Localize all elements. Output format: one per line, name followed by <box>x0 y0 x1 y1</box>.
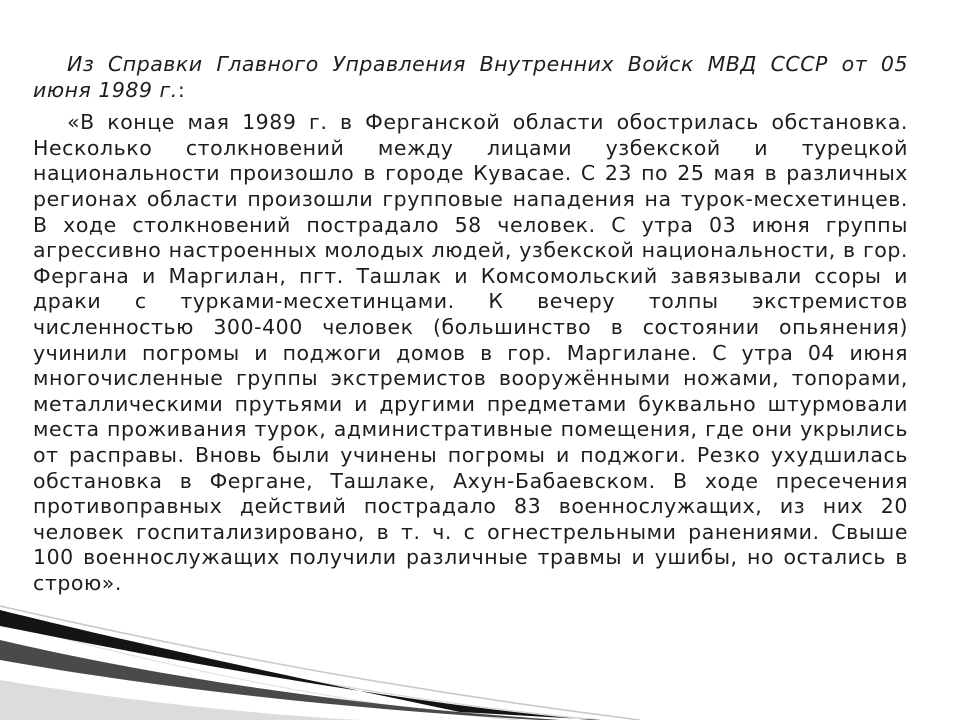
quote-paragraph: «В конце мая 1989 г. в Ферганской области обострилась обстановка. Несколько столкновений между лицами узбекской и турецкой национальности произошло в городе Кувасае. С 23 по 25 мая в различных регионах области произошли групповые нападения на турок-месхетинцев. В ходе столкновений пострадало 58 человек. С утра 03 июня группы агрессивно настроенных молодых людей, узбекской национальности, в гор. Фергана и Маргилан, пгт. Ташлак и Комсомольский завязывали ссоры и драки с турками-месхетинцами. К вечеру толпы экстремистов численностью 300-400 человек (большинство в состоянии опьянения) учинили погромы и поджоги домов в гор. Маргилане. С утра 04 июня многочисленные группы экстремистов вооружёнными ножами, топорами, металлическими прутьями и другими предметами буквально штурмовали места проживания турок, административные помещения, где они укрылись от расправы. Вновь были учинены погромы и поджоги. Резко ухудшилась обстановка в Фергане, Ташлаке, Ахун-Бабаевском. В ходе пресечения противоправных действий пострадало 83 военнослужащих, из них 20 человек госпитализировано, в т. ч. с огнестрельными ранениями. Свыше 100 военнослужащих получили различные травмы и ушибы, но остались в строю». <box>33 110 908 595</box>
source-citation-colon: : <box>177 77 186 102</box>
document-body <box>33 52 908 596</box>
source-citation-text: Из Справки Главного Управления Внутренних Войск МВД СССР от 05 июня 1989 г. <box>33 52 908 102</box>
source-citation <box>33 52 908 103</box>
